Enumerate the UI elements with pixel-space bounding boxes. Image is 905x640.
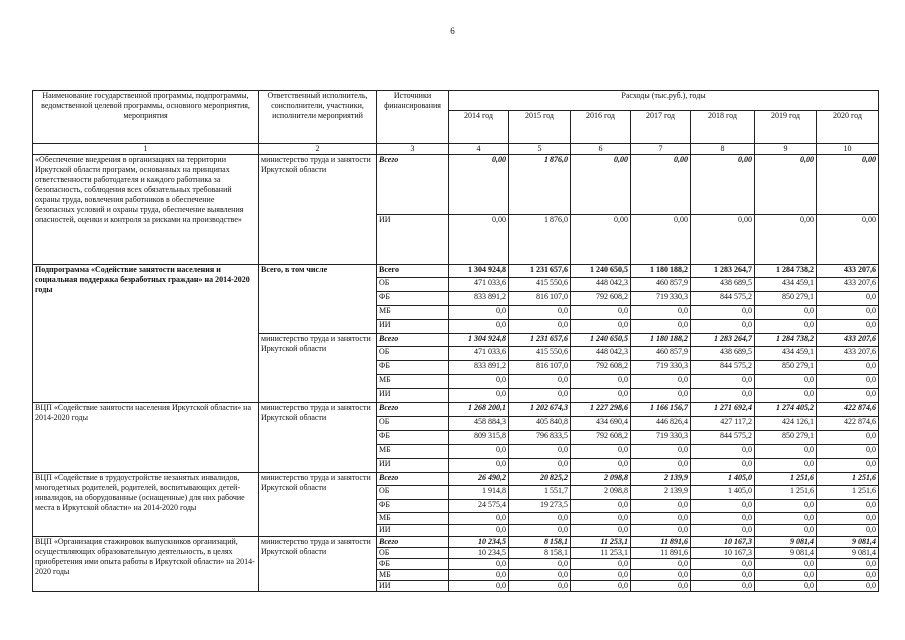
- source-cell: Всего: [377, 265, 449, 278]
- header-year: 2020 год: [817, 111, 879, 144]
- value-cell: 9 081,4: [817, 537, 879, 548]
- source-cell: Всего: [377, 334, 449, 347]
- value-cell: 0,0: [509, 559, 571, 570]
- value-cell: 11 253,1: [571, 537, 631, 548]
- value-cell: 0,0: [817, 581, 879, 592]
- value-cell: 0,0: [755, 306, 817, 320]
- value-cell: 1 240 650,5: [571, 334, 631, 347]
- value-cell: 2 139,9: [631, 473, 691, 486]
- value-cell: 0,0: [449, 306, 509, 320]
- value-cell: 816 107,0: [509, 292, 571, 306]
- value-cell: 0,0: [571, 513, 631, 525]
- source-cell: ФБ: [377, 500, 449, 513]
- value-cell: 0,0: [755, 500, 817, 513]
- value-cell: 11 253,1: [571, 548, 631, 559]
- value-cell: 10 167,3: [691, 537, 755, 548]
- value-cell: 0,0: [571, 306, 631, 320]
- value-cell: 0,00: [691, 155, 755, 215]
- executor-cell: министерство труда и занятости Иркутской области: [259, 403, 377, 473]
- value-cell: 0,00: [631, 215, 691, 265]
- value-cell: 458 884,3: [449, 417, 509, 431]
- source-cell: ИИ: [377, 320, 449, 334]
- value-cell: 833 891,2: [449, 292, 509, 306]
- value-cell: 0,0: [449, 389, 509, 403]
- page-number: 6: [450, 26, 455, 36]
- value-cell: 0,00: [449, 155, 509, 215]
- value-cell: 26 490,2: [449, 473, 509, 486]
- value-cell: 1 180 188,2: [631, 265, 691, 278]
- header-year: 2018 год: [691, 111, 755, 144]
- header-row: [33, 91, 879, 111]
- value-cell: 0,0: [571, 375, 631, 389]
- value-cell: 2 098,8: [571, 473, 631, 486]
- value-cell: 0,0: [449, 375, 509, 389]
- value-cell: 1 268 200,1: [449, 403, 509, 417]
- value-cell: 0,0: [631, 513, 691, 525]
- budget-table: [32, 90, 879, 592]
- source-cell: ИИ: [377, 525, 449, 537]
- value-cell: 1 304 924,8: [449, 265, 509, 278]
- column-number: 8: [691, 144, 755, 155]
- value-cell: 0,0: [509, 375, 571, 389]
- value-cell: 0,0: [755, 525, 817, 537]
- value-cell: 1 240 650,5: [571, 265, 631, 278]
- value-cell: 1 283 264,7: [691, 334, 755, 347]
- header-name: Наименование государственной программы, подпрограммы, ведомственной целевой программы, основного мероприятия, мероприятия: [33, 91, 259, 144]
- value-cell: 0,0: [817, 559, 879, 570]
- value-cell: 0,0: [691, 306, 755, 320]
- value-cell: 471 033,6: [449, 347, 509, 361]
- column-numbers-row: [33, 144, 879, 155]
- source-cell: МБ: [377, 445, 449, 459]
- program-name: Подпрограмма «Содействие занятости населения и социальная поддержка безработных граждан» на 2014-2020 годы: [33, 265, 259, 403]
- value-cell: 438 689,5: [691, 278, 755, 292]
- value-cell: 0,0: [631, 500, 691, 513]
- program-name: ВЦП «Организация стажировок выпускников организаций, осуществляющих образовательную деятельность, в целях приобретения ими опыта работы в Иркутской области» на 2014-2020 годы: [33, 537, 259, 592]
- source-cell: ИИ: [377, 459, 449, 473]
- table-row: [33, 537, 879, 548]
- value-cell: 1 166 156,7: [631, 403, 691, 417]
- value-cell: 0,0: [755, 513, 817, 525]
- value-cell: 0,0: [571, 389, 631, 403]
- column-number: 3: [377, 144, 449, 155]
- value-cell: 1 284 738,2: [755, 334, 817, 347]
- source-cell: ФБ: [377, 559, 449, 570]
- value-cell: 792 608,2: [571, 292, 631, 306]
- source-cell: Всего: [377, 155, 449, 215]
- value-cell: 0,0: [571, 500, 631, 513]
- value-cell: 1 304 924,8: [449, 334, 509, 347]
- value-cell: 0,0: [817, 320, 879, 334]
- column-number: 9: [755, 144, 817, 155]
- value-cell: 0,00: [691, 215, 755, 265]
- value-cell: 0,0: [509, 570, 571, 581]
- value-cell: 1 271 692,4: [691, 403, 755, 417]
- value-cell: 0,0: [509, 389, 571, 403]
- value-cell: 0,00: [571, 155, 631, 215]
- executor-cell: министерство труда и занятости Иркутской области: [259, 334, 377, 403]
- value-cell: 0,0: [691, 570, 755, 581]
- value-cell: 0,0: [755, 459, 817, 473]
- source-cell: ОБ: [377, 486, 449, 500]
- column-number: 2: [259, 144, 377, 155]
- value-cell: 844 575,2: [691, 361, 755, 375]
- value-cell: 0,00: [755, 155, 817, 215]
- value-cell: 0,0: [817, 375, 879, 389]
- value-cell: 448 042,3: [571, 278, 631, 292]
- value-cell: 792 608,2: [571, 431, 631, 445]
- value-cell: 11 891,6: [631, 548, 691, 559]
- value-cell: 0,0: [631, 559, 691, 570]
- value-cell: 792 608,2: [571, 361, 631, 375]
- value-cell: 448 042,3: [571, 347, 631, 361]
- executor-cell: Всего, в том числе: [259, 265, 377, 334]
- value-cell: 0,0: [509, 445, 571, 459]
- source-cell: ОБ: [377, 548, 449, 559]
- value-cell: 816 107,0: [509, 361, 571, 375]
- header-year: 2015 год: [509, 111, 571, 144]
- value-cell: 415 550,6: [509, 347, 571, 361]
- value-cell: 0,0: [755, 389, 817, 403]
- value-cell: 850 279,1: [755, 361, 817, 375]
- value-cell: 0,0: [631, 581, 691, 592]
- value-cell: 0,00: [817, 215, 879, 265]
- source-cell: ОБ: [377, 417, 449, 431]
- value-cell: 0,0: [631, 320, 691, 334]
- value-cell: 0,0: [817, 570, 879, 581]
- value-cell: 1 231 657,6: [509, 334, 571, 347]
- value-cell: 0,0: [631, 459, 691, 473]
- value-cell: 433 207,6: [817, 265, 879, 278]
- value-cell: 0,0: [631, 375, 691, 389]
- program-name: ВЦП «Содействие в трудоустройстве незанятых инвалидов, многодетных родителей, родителей, воспитывающих детей-инвалидов, на оборудованные (оснащенные) для них рабочие места в Иркутской области» на 2014-2020 годы: [33, 473, 259, 537]
- value-cell: 809 315,8: [449, 431, 509, 445]
- value-cell: 833 891,2: [449, 361, 509, 375]
- source-cell: МБ: [377, 375, 449, 389]
- value-cell: 0,0: [571, 445, 631, 459]
- value-cell: 0,0: [509, 306, 571, 320]
- value-cell: 0,0: [691, 389, 755, 403]
- value-cell: 438 689,5: [691, 347, 755, 361]
- value-cell: 0,00: [817, 155, 879, 215]
- value-cell: 0,0: [817, 292, 879, 306]
- table-row: [33, 473, 879, 486]
- executor-cell: министерство труда и занятости Иркутской области: [259, 155, 377, 265]
- value-cell: 0,0: [449, 559, 509, 570]
- value-cell: 1 251,6: [817, 486, 879, 500]
- value-cell: 422 874,6: [817, 403, 879, 417]
- value-cell: 1 202 674,3: [509, 403, 571, 417]
- value-cell: 844 575,2: [691, 292, 755, 306]
- value-cell: 11 891,6: [631, 537, 691, 548]
- value-cell: 1 251,6: [755, 486, 817, 500]
- value-cell: 433 207,6: [817, 278, 879, 292]
- header-year: 2016 год: [571, 111, 631, 144]
- value-cell: 844 575,2: [691, 431, 755, 445]
- value-cell: 24 575,4: [449, 500, 509, 513]
- source-cell: ФБ: [377, 431, 449, 445]
- column-number: 5: [509, 144, 571, 155]
- value-cell: 719 330,3: [631, 361, 691, 375]
- value-cell: 0,0: [571, 559, 631, 570]
- source-cell: Всего: [377, 473, 449, 486]
- value-cell: 0,0: [691, 375, 755, 389]
- value-cell: 1 551,7: [509, 486, 571, 500]
- column-number: 6: [571, 144, 631, 155]
- value-cell: 0,0: [691, 500, 755, 513]
- source-cell: МБ: [377, 306, 449, 320]
- value-cell: 0,0: [571, 581, 631, 592]
- header-year: 2017 год: [631, 111, 691, 144]
- value-cell: 0,00: [631, 155, 691, 215]
- source-cell: ОБ: [377, 347, 449, 361]
- table-row: [33, 265, 879, 278]
- value-cell: 0,0: [449, 320, 509, 334]
- value-cell: 0,0: [691, 581, 755, 592]
- value-cell: 0,0: [509, 320, 571, 334]
- value-cell: 0,0: [817, 459, 879, 473]
- value-cell: 0,0: [817, 361, 879, 375]
- value-cell: 1 231 657,6: [509, 265, 571, 278]
- header-responsible: Ответственный исполнитель, соисполнители, участники, исполнители мероприятий: [259, 91, 377, 144]
- value-cell: 0,0: [755, 559, 817, 570]
- value-cell: 0,0: [691, 445, 755, 459]
- column-number: 1: [33, 144, 259, 155]
- header-sources: Источники финансирования: [377, 91, 449, 144]
- value-cell: 1 180 188,2: [631, 334, 691, 347]
- value-cell: 0,0: [691, 559, 755, 570]
- executor-cell: министерство труда и занятости Иркутской области: [259, 537, 377, 592]
- source-cell: ФБ: [377, 361, 449, 375]
- value-cell: 9 081,4: [817, 548, 879, 559]
- source-cell: ИИ: [377, 215, 449, 265]
- value-cell: 0,0: [755, 375, 817, 389]
- value-cell: 0,0: [755, 581, 817, 592]
- value-cell: 0,0: [817, 525, 879, 537]
- value-cell: 0,0: [509, 513, 571, 525]
- program-name: ВЦП «Содействие занятости населения Иркутской области» на 2014-2020 годы: [33, 403, 259, 473]
- executor-cell: министерство труда и занятости Иркутской области: [259, 473, 377, 537]
- value-cell: 1 227 298,6: [571, 403, 631, 417]
- source-cell: Всего: [377, 537, 449, 548]
- value-cell: 8 158,1: [509, 548, 571, 559]
- value-cell: 433 207,6: [817, 347, 879, 361]
- value-cell: 471 033,6: [449, 278, 509, 292]
- value-cell: 10 234,5: [449, 537, 509, 548]
- value-cell: 446 826,4: [631, 417, 691, 431]
- value-cell: 0,0: [509, 581, 571, 592]
- value-cell: 719 330,3: [631, 292, 691, 306]
- table-row: [33, 155, 879, 215]
- value-cell: 0,0: [449, 570, 509, 581]
- value-cell: 0,0: [817, 513, 879, 525]
- value-cell: 0,0: [571, 570, 631, 581]
- value-cell: 1 876,0: [509, 215, 571, 265]
- value-cell: 0,00: [571, 215, 631, 265]
- value-cell: 850 279,1: [755, 431, 817, 445]
- header-year: 2014 год: [449, 111, 509, 144]
- source-cell: МБ: [377, 513, 449, 525]
- source-cell: ОБ: [377, 278, 449, 292]
- value-cell: 433 207,6: [817, 334, 879, 347]
- value-cell: 0,0: [817, 445, 879, 459]
- value-cell: 0,0: [449, 581, 509, 592]
- value-cell: 0,0: [449, 525, 509, 537]
- value-cell: 0,0: [631, 570, 691, 581]
- value-cell: 1 284 738,2: [755, 265, 817, 278]
- value-cell: 434 459,1: [755, 278, 817, 292]
- value-cell: 10 167,3: [691, 548, 755, 559]
- value-cell: 422 874,6: [817, 417, 879, 431]
- value-cell: 9 081,4: [755, 548, 817, 559]
- value-cell: 1 914,8: [449, 486, 509, 500]
- source-cell: ФБ: [377, 292, 449, 306]
- header-year: 2019 год: [755, 111, 817, 144]
- source-cell: МБ: [377, 570, 449, 581]
- value-cell: 1 251,6: [817, 473, 879, 486]
- value-cell: 0,0: [691, 320, 755, 334]
- value-cell: 405 840,8: [509, 417, 571, 431]
- value-cell: 0,0: [691, 459, 755, 473]
- header-expenses: Расходы (тыс.руб.), годы: [449, 91, 879, 111]
- value-cell: 434 690,4: [571, 417, 631, 431]
- value-cell: 8 158,1: [509, 537, 571, 548]
- value-cell: 434 459,1: [755, 347, 817, 361]
- value-cell: 1 876,0: [509, 155, 571, 215]
- value-cell: 0,0: [631, 525, 691, 537]
- column-number: 4: [449, 144, 509, 155]
- source-cell: Всего: [377, 403, 449, 417]
- value-cell: 0,0: [691, 525, 755, 537]
- value-cell: 0,0: [691, 513, 755, 525]
- value-cell: 0,0: [631, 306, 691, 320]
- value-cell: 0,0: [755, 320, 817, 334]
- value-cell: 0,0: [571, 525, 631, 537]
- value-cell: 0,0: [509, 459, 571, 473]
- value-cell: 427 117,2: [691, 417, 755, 431]
- value-cell: 415 550,6: [509, 278, 571, 292]
- value-cell: 0,00: [449, 215, 509, 265]
- value-cell: 0,0: [817, 389, 879, 403]
- value-cell: 9 081,4: [755, 537, 817, 548]
- value-cell: 850 279,1: [755, 292, 817, 306]
- column-number: 10: [817, 144, 879, 155]
- value-cell: 424 126,1: [755, 417, 817, 431]
- value-cell: 719 330,3: [631, 431, 691, 445]
- value-cell: 0,0: [755, 445, 817, 459]
- value-cell: 1 283 264,7: [691, 265, 755, 278]
- value-cell: 0,0: [449, 459, 509, 473]
- value-cell: 0,00: [755, 215, 817, 265]
- value-cell: 10 234,5: [449, 548, 509, 559]
- source-cell: ИИ: [377, 581, 449, 592]
- value-cell: 796 833,5: [509, 431, 571, 445]
- value-cell: 2 139,9: [631, 486, 691, 500]
- value-cell: 1 274 405,2: [755, 403, 817, 417]
- value-cell: 0,0: [631, 445, 691, 459]
- value-cell: 0,0: [509, 525, 571, 537]
- program-name: «Обеспечение внедрения в организациях на территории Иркутской области программ, основанных на принципах ответственности работодателя и каждого работника за безопасность, соблюдения всех обязательных требований охраны труда, вовлечения работников в обеспечение безопасных условий и охраны труда, обеспечение выявления опасностей, оценки и контроля за рисками на производстве»: [33, 155, 259, 265]
- value-cell: 2 098,8: [571, 486, 631, 500]
- value-cell: 0,0: [631, 389, 691, 403]
- value-cell: 0,0: [571, 320, 631, 334]
- value-cell: 0,0: [449, 513, 509, 525]
- value-cell: 460 857,9: [631, 278, 691, 292]
- source-cell: ИИ: [377, 389, 449, 403]
- value-cell: 0,0: [817, 431, 879, 445]
- value-cell: 0,0: [817, 306, 879, 320]
- value-cell: 1 405,0: [691, 486, 755, 500]
- value-cell: 0,0: [571, 459, 631, 473]
- value-cell: 0,0: [755, 570, 817, 581]
- value-cell: 0,0: [817, 500, 879, 513]
- value-cell: 1 251,6: [755, 473, 817, 486]
- value-cell: 1 405,0: [691, 473, 755, 486]
- value-cell: 0,0: [449, 445, 509, 459]
- value-cell: 460 857,9: [631, 347, 691, 361]
- value-cell: 19 273,5: [509, 500, 571, 513]
- table-row: [33, 403, 879, 417]
- value-cell: 20 825,2: [509, 473, 571, 486]
- column-number: 7: [631, 144, 691, 155]
